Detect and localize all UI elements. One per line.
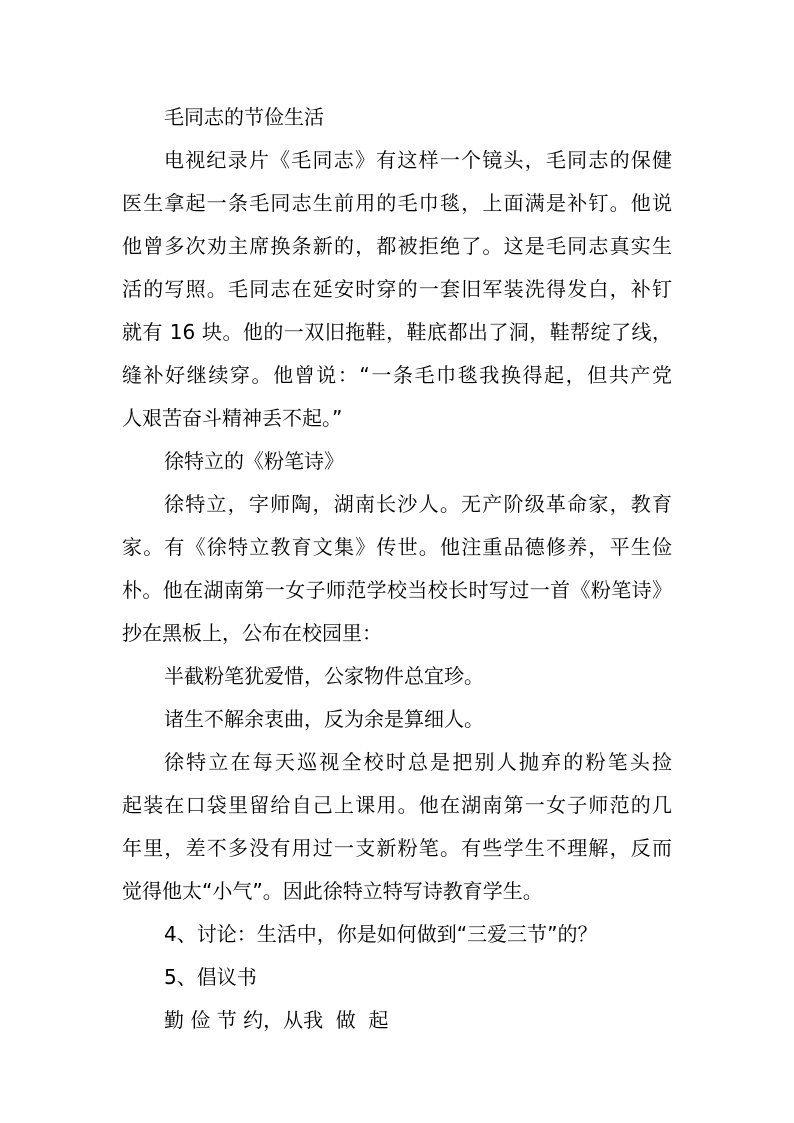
poem-line: 诸生不解余衷曲，反为余是算细人。	[164, 707, 484, 731]
discussion-item: 4、讨论：生活中，你是如何做到“三爱三节”的？	[164, 922, 598, 946]
paragraph-line: 朴。他在湖南第一女子师范学校当校长时写过一首《粉笔诗》	[122, 578, 672, 602]
paragraph-line: 电视纪录片《毛同志》有这样一个镜头，毛同志的保健	[164, 148, 672, 172]
proposal-item: 5、倡议书	[164, 965, 257, 989]
paragraph-line: 觉得他太“小气”。因此徐特立特写诗教育学生。	[122, 879, 543, 903]
poem-line: 半截粉笔犹爱惜，公家物件总宜珍。	[164, 664, 484, 688]
paragraph-line: 就有 16 块。他的一双旧拖鞋，鞋底都出了洞，鞋帮绽了线，	[122, 320, 672, 344]
section-title-xu: 徐特立的《粉笔诗》	[164, 449, 344, 473]
section-title-mao: 毛同志的节俭生活	[164, 105, 324, 129]
paragraph-line: 起装在口袋里留给自己上课用。他在湖南第一女子师范的几	[122, 793, 672, 817]
paragraph-line: 家。有《徐特立教育文集》传世。他注重品德修养，平生俭	[122, 535, 672, 559]
paragraph-line: 缝补好继续穿。他曾说：“一条毛巾毯我换得起，但共产党	[122, 363, 672, 387]
paragraph-line: 活的写照。毛同志在延安时穿的一套旧军装洗得发白，补钉	[122, 277, 672, 301]
paragraph-line: 人艰苦奋斗精神丢不起。”	[122, 406, 343, 430]
paragraph-line: 医生拿起一条毛同志生前用的毛巾毯，上面满是补钉。他说	[122, 191, 672, 215]
paragraph-line: 徐特立，字师陶，湖南长沙人。无产阶级革命家，教育	[164, 492, 672, 516]
proposal-slogan: 勤 俭 节 约，从我 做 起	[164, 1008, 389, 1032]
paragraph-line: 年里，差不多没有用过一支新粉笔。有些学生不理解，反而	[122, 836, 672, 860]
paragraph-line: 抄在黑板上，公布在校园里：	[122, 621, 382, 645]
paragraph-line: 徐特立在每天巡视全校时总是把别人抛弃的粉笔头捡	[164, 750, 672, 774]
paragraph-line: 他曾多次劝主席换条新的，都被拒绝了。这是毛同志真实生	[122, 234, 672, 258]
